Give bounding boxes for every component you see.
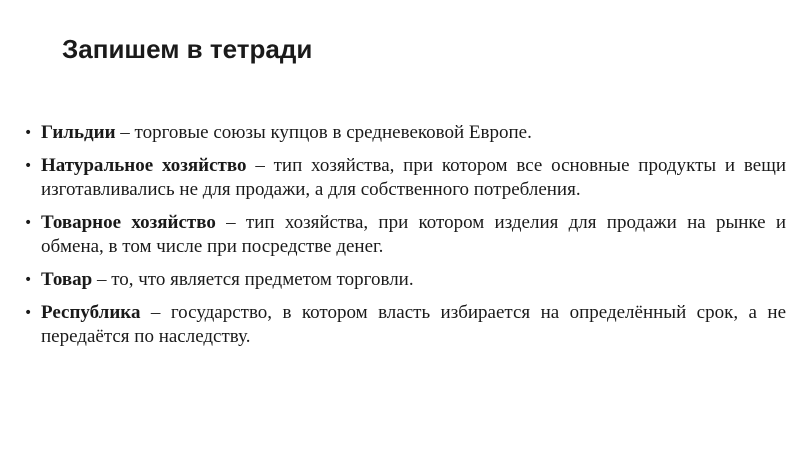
definition-item-guilds [24,121,786,145]
bullet-icon: • [24,125,33,141]
term-name: Товар [41,269,93,290]
term-separator: – [92,269,112,290]
term-name: Республика [41,302,141,323]
term-definition: торговые союзы купцов в средневековой Европе. [134,122,532,143]
bullet-icon: • [24,215,33,231]
definitions-list [24,121,786,358]
definition-item-commodity-economy [24,211,787,259]
bullet-icon: • [24,272,33,288]
term-name: Гильдии [41,122,116,143]
term-definition: то, что является предметом торговли. [111,269,414,290]
definition-item-commodity [24,268,786,292]
bullet-icon: • [24,158,33,174]
definition-item-subsistence-economy [24,154,786,202]
term-separator: – [215,212,246,233]
slide-title: Запишем в тетради [62,34,313,64]
term-separator: – [140,302,171,323]
bullet-icon: • [24,305,33,321]
term-separator: – [246,155,274,176]
term-separator: – [115,122,135,143]
term-definition: государство, в котором власть избирается на определённый срок, а не передаётся по наследству. [41,302,787,347]
term-name: Натуральное хозяйство [41,155,247,176]
definition-item-republic [24,301,787,349]
term-definition: тип хозяйства, при котором изделия для продажи на рынке и обмена, в том числе при посредстве денег. [41,212,787,257]
term-name: Товарное хозяйство [41,212,216,233]
term-definition: тип хозяйства, при котором все основные продукты и вещи изготавливались не для продажи, а для собственного потребления. [41,155,786,200]
